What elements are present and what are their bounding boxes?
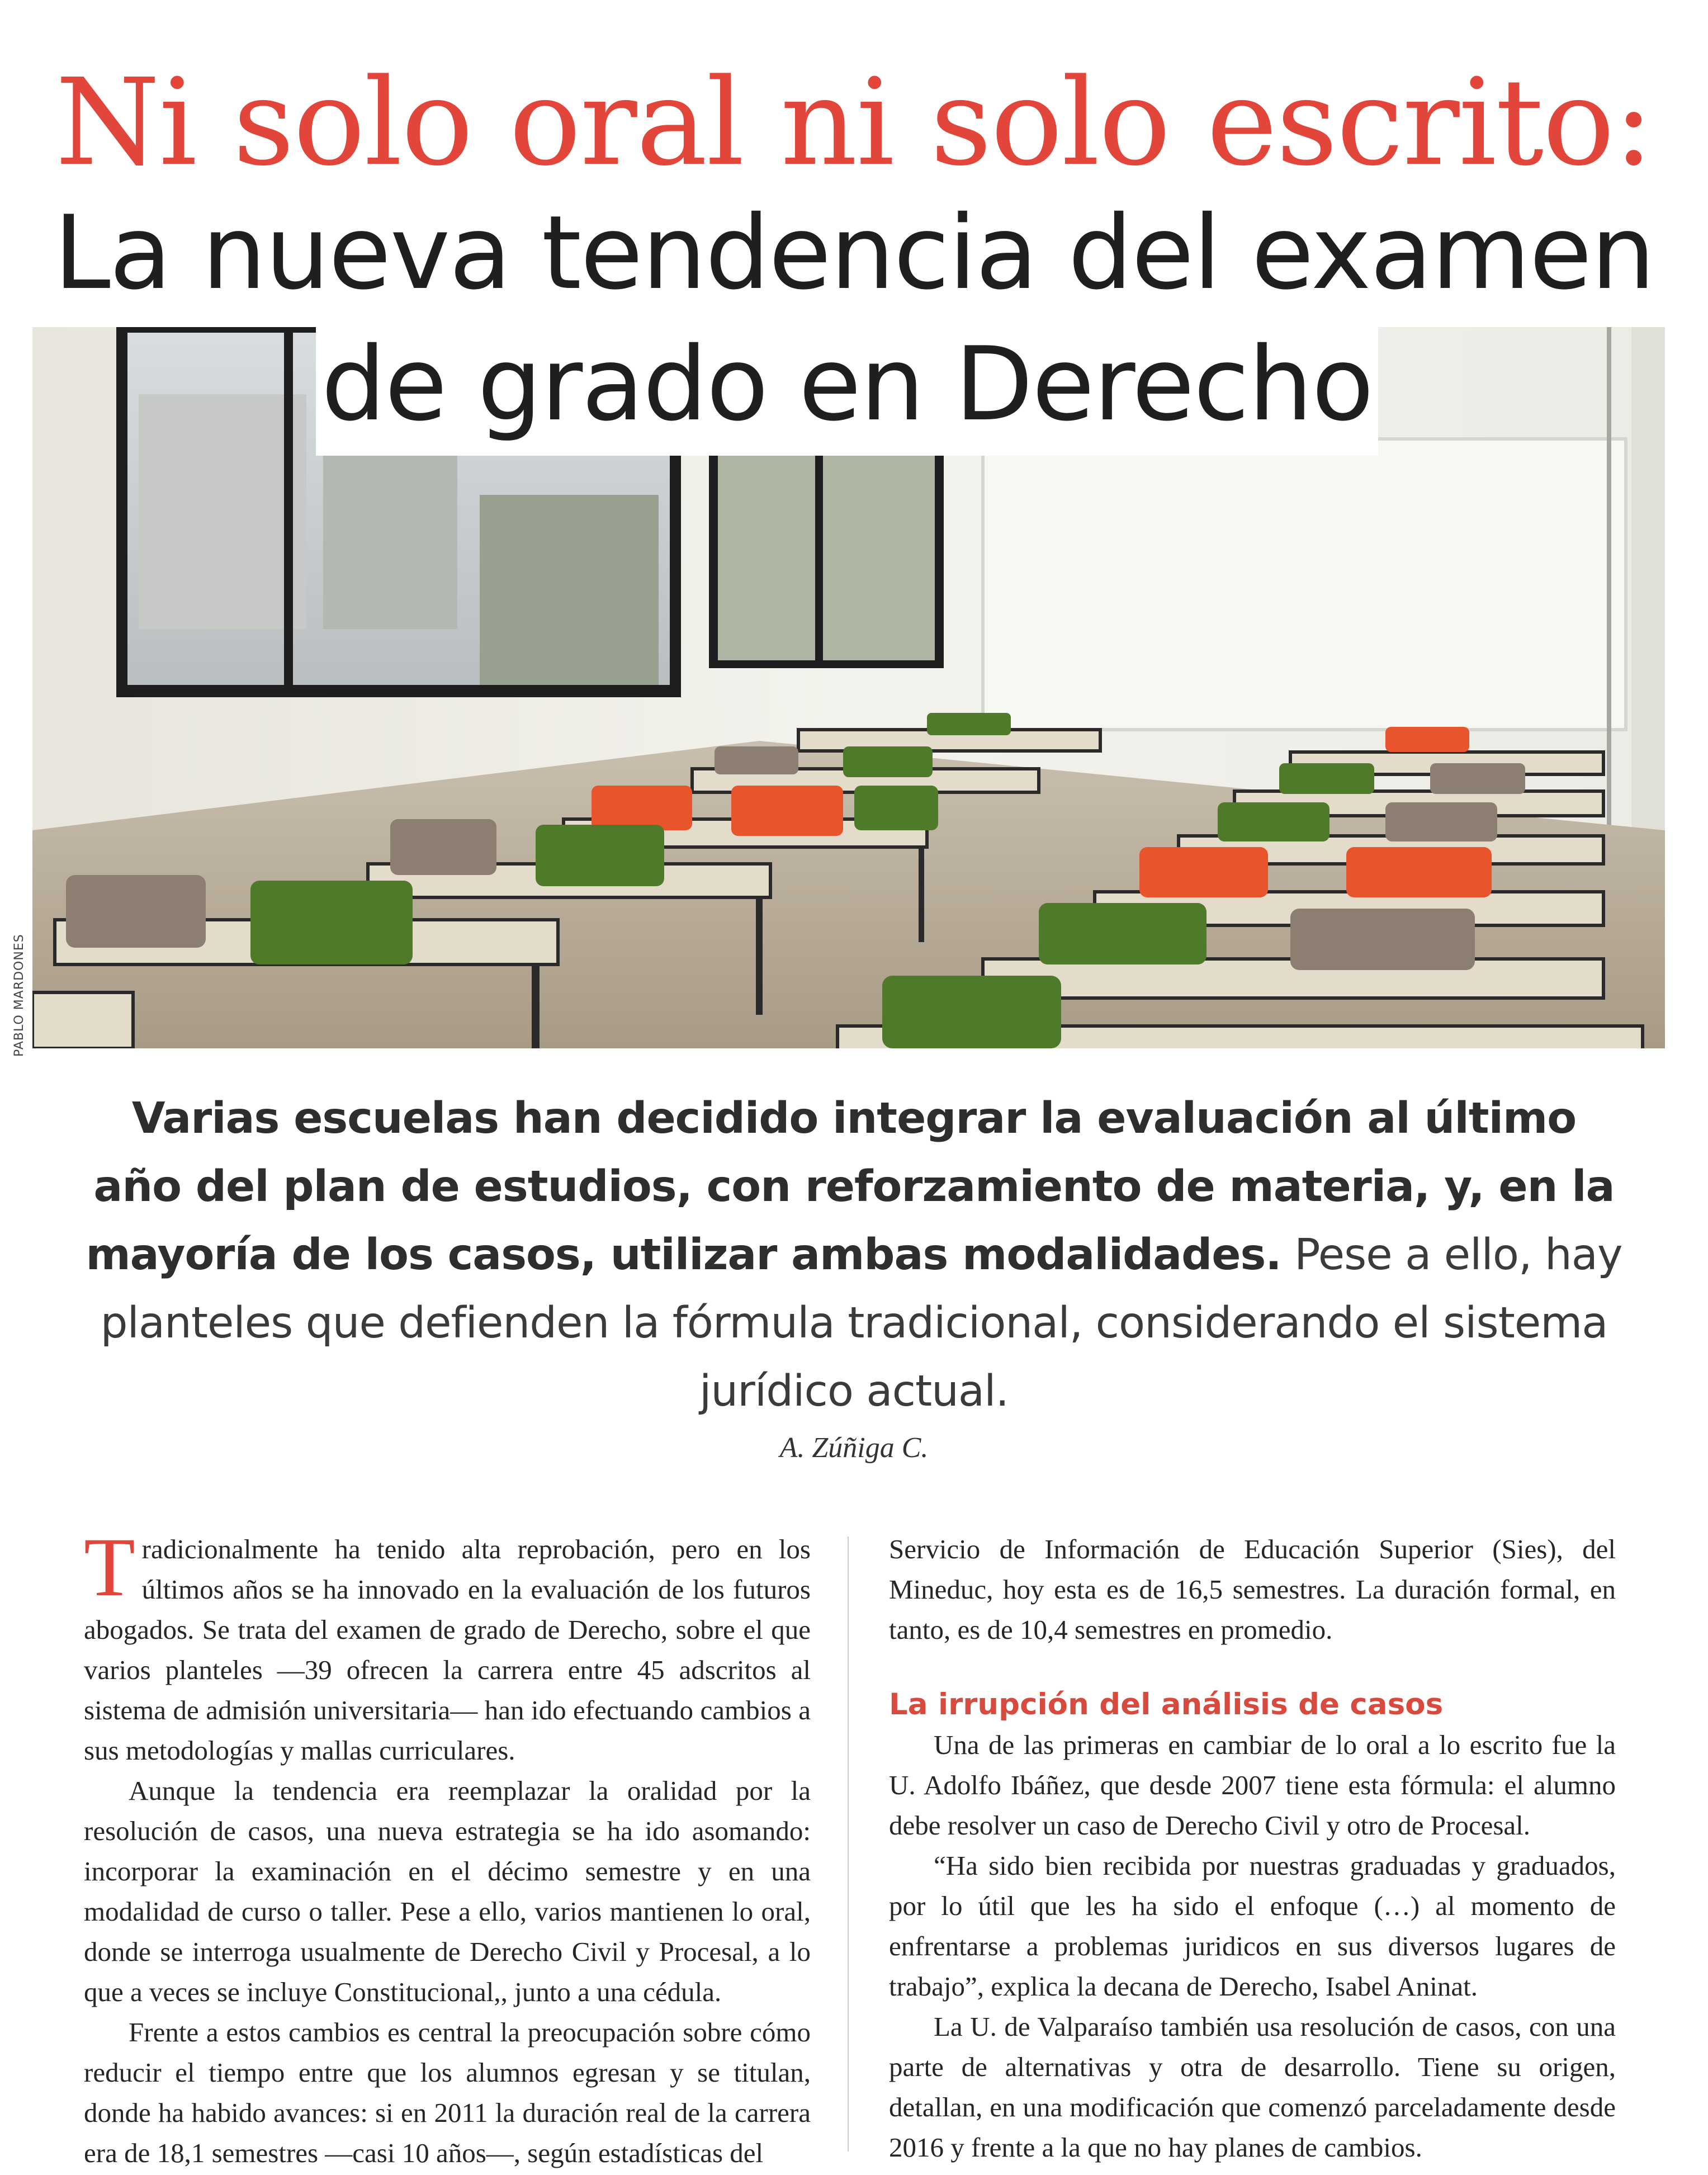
lead-paragraph [84, 1085, 1624, 1426]
chair-green [854, 786, 938, 830]
trees-outside [480, 495, 659, 685]
paragraph-5: Una de las primeras en cambiar de lo oral a lo escrito fue la U. Adolfo Ibáñez, que desde 2007 tiene esta fórmula: el alumno debe resolver un caso de Derecho Civil y otro de Procesal. [889, 1729, 1616, 1841]
section-subhead: La irrupción del análisis de casos [889, 1687, 1444, 1722]
chair-green [882, 976, 1061, 1048]
chair-grey [1385, 802, 1497, 841]
paragraph-6: “Ha sido bien recibida por nuestras graduadas y graduados, por lo útil que les ha sido el enfoque (…) al momento de enfrentarse a problemas juridicos en sus diversos lugares de trabajo”, explica la decana de Derecho, Isabel Aninat. [889, 1850, 1616, 2002]
chair-green [1279, 763, 1374, 794]
chair-green [536, 825, 664, 886]
chair-orange [1139, 847, 1268, 897]
headline-line-3: de grado en Derecho [321, 325, 1373, 443]
headline-line-2: La nueva tendencia del examen [54, 193, 1654, 312]
chair-orange [1346, 847, 1492, 897]
chair-grey [390, 819, 496, 875]
desk [32, 992, 133, 1048]
whiteboard [983, 439, 1626, 730]
chair-green [927, 713, 1011, 735]
paragraph-1-text: radicionalmente ha tenido alta reprobación, pero en los últimos años se ha innovado en la evaluación de los futuros abogados. Se trata del examen de grado de Derecho, sobre el que varios planteles —39 ofrecen la carrera entre 45 adscritos al sistema de admisión universitaria— han ido efectuando cambios a sus metodologías y mallas curriculares. [84, 1534, 811, 1766]
chair-green [250, 881, 413, 964]
window-middle-view [718, 453, 935, 660]
window-middle-mullion [815, 445, 823, 668]
paragraph-1 [84, 1521, 811, 1771]
chair-orange [1385, 727, 1469, 752]
photo-credit: PABLO MARDONES [12, 934, 26, 1057]
column-right [889, 1529, 1616, 2168]
paragraph-3: Frente a estos cambios es central la preocupación sobre cómo reducir el tiempo entre que los alumnos egresan y se titulan, donde ha habido avances: si en 2011 la duración real de la carrera era de 18,1 semestres —casi 10 años—, según estadísticas del [84, 2017, 811, 2168]
chair-green [1039, 903, 1207, 964]
window-sill [116, 685, 681, 697]
lead-regular: Pese a ello, hay planteles que defienden la fórmula tradicional, considerando el sistema jurídico actual. [100, 1230, 1622, 1416]
spacer [889, 1650, 1616, 1685]
chair-green [843, 746, 933, 777]
column-left [84, 1521, 811, 2173]
chair-green [1218, 802, 1330, 841]
paragraph-2: Aunque la tendencia era reemplazar la oralidad por la resolución de casos, una nueva estrategia se ha ido asomando: incorporar la examinación en el décimo semestre y en una modalidad de curso o taller. Pese a ello, varios mantienen lo oral, donde se interroga usualmente de Derecho Civil y Procesal, a lo que a veces se incluye Constitucional,, junto a una cédula. [84, 1775, 811, 2007]
paragraph-4: Servicio de Información de Educación Superior (Sies), del Mineduc, hoy esta es de 16,5 semestres. La duración formal, en tanto, es de 10,4 semestres en promedio. [889, 1534, 1616, 1645]
building-outside [139, 394, 306, 629]
chair-orange [592, 786, 692, 830]
chair-orange [731, 786, 843, 836]
chair-grey [715, 746, 798, 774]
headline-line-1: Ni solo oral ni solo escrito: [55, 53, 1653, 192]
byline: A. Zúñiga C. [779, 1432, 929, 1464]
chair-grey [1430, 763, 1525, 794]
column-divider [848, 1536, 849, 2152]
window-mullion [284, 327, 293, 691]
paragraph-7: La U. de Valparaíso también usa resolución de casos, con una parte de alternativas y otra de desarrollo. Tiene su origen, detallan, en una modificación que comenzó parceladamente desde 2016 y frente a la que no hay planes de cambios. [889, 2011, 1616, 2163]
drop-cap: T [84, 1521, 135, 1614]
chair-grey [1290, 909, 1475, 970]
chair-grey [66, 875, 206, 948]
lead-bold: Varias escuelas han decidido integrar la evaluación al último año del plan de estudios, con reforzamiento de materia, y, en la mayoría de los casos, utilizar ambas modalidades. [86, 1094, 1615, 1280]
